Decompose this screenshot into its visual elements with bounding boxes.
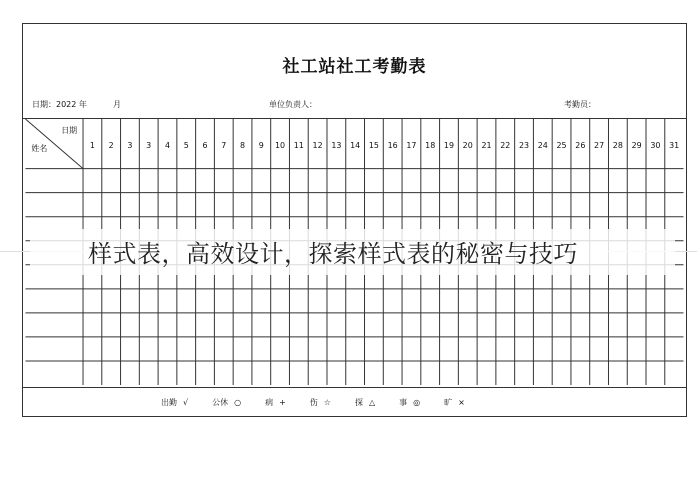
day-header-16: 15	[368, 140, 379, 150]
day-header-30: 29	[631, 140, 642, 150]
legend-label: 病	[265, 398, 274, 407]
day-header-11: 10	[275, 140, 286, 150]
legend-item	[355, 397, 389, 408]
day-header-22: 21	[481, 140, 492, 150]
day-header-25: 24	[537, 140, 548, 150]
legend-mark: +	[279, 398, 286, 407]
day-header-28: 27	[594, 140, 605, 150]
day-header-5: 4	[164, 140, 171, 150]
legend-mark: ◎	[413, 398, 421, 407]
legend-label: 公休	[212, 398, 229, 407]
legend-mark: ○	[234, 398, 242, 407]
day-header-27: 26	[575, 140, 586, 150]
day-header-9: 8	[240, 140, 246, 150]
day-header-21: 20	[462, 140, 473, 150]
legend-label: 事	[399, 398, 408, 407]
day-header-10: 9	[258, 140, 264, 150]
legend-item	[161, 397, 202, 408]
legend-label: 探	[354, 398, 363, 407]
corner-date-label: 日期	[61, 125, 78, 135]
date-label: 日期：2022 年	[32, 100, 87, 109]
day-header-24: 23	[518, 140, 530, 150]
sheet-title: 社工站社工考勤表	[282, 57, 427, 77]
month-label: 月	[113, 100, 121, 109]
day-header-14: 13	[331, 140, 342, 150]
day-header-4: 3	[146, 140, 152, 150]
day-header-19: 18	[425, 140, 436, 150]
unit-manager-label: 单位负责人：	[269, 100, 317, 109]
legend-label: 伤	[309, 398, 318, 407]
day-header-3: 3	[127, 140, 133, 150]
day-header-15: 14	[350, 140, 361, 150]
checker-label: 考勤员：	[564, 100, 596, 109]
day-header-32: 31	[669, 140, 680, 150]
day-header-18: 17	[406, 140, 417, 150]
day-header-12: 11	[293, 140, 304, 150]
day-header-8: 7	[221, 140, 227, 150]
overlay-caption: 样式表，高效设计，探索样式表的秘密与技巧	[88, 240, 578, 268]
day-header-23: 22	[500, 140, 511, 150]
day-header-2: 2	[108, 140, 114, 150]
legend-label: 旷	[444, 398, 453, 407]
corner-name-label: 姓名	[31, 143, 48, 153]
attendance-sheet	[22, 23, 687, 417]
legend-item	[265, 397, 300, 408]
legend-mark: √	[183, 398, 189, 407]
day-header-7: 6	[202, 140, 208, 150]
day-header-26: 25	[556, 140, 567, 150]
legend-item	[310, 397, 345, 408]
day-header-31: 30	[650, 140, 661, 150]
day-header-13: 12	[312, 140, 323, 150]
day-header-17: 16	[387, 140, 398, 150]
legend-mark: △	[368, 398, 376, 407]
legend-mark: ☆	[323, 398, 331, 407]
day-header-1: 1	[89, 140, 95, 150]
legend-item	[212, 397, 255, 408]
legend-item	[399, 397, 434, 408]
legend-item	[444, 397, 479, 408]
legend-mark: ×	[458, 398, 465, 407]
attendance-legend	[161, 397, 489, 408]
legend-label: 出勤	[161, 398, 177, 407]
day-header-20: 19	[443, 140, 455, 150]
day-header-6: 5	[183, 140, 189, 150]
day-header-29: 28	[612, 140, 623, 150]
